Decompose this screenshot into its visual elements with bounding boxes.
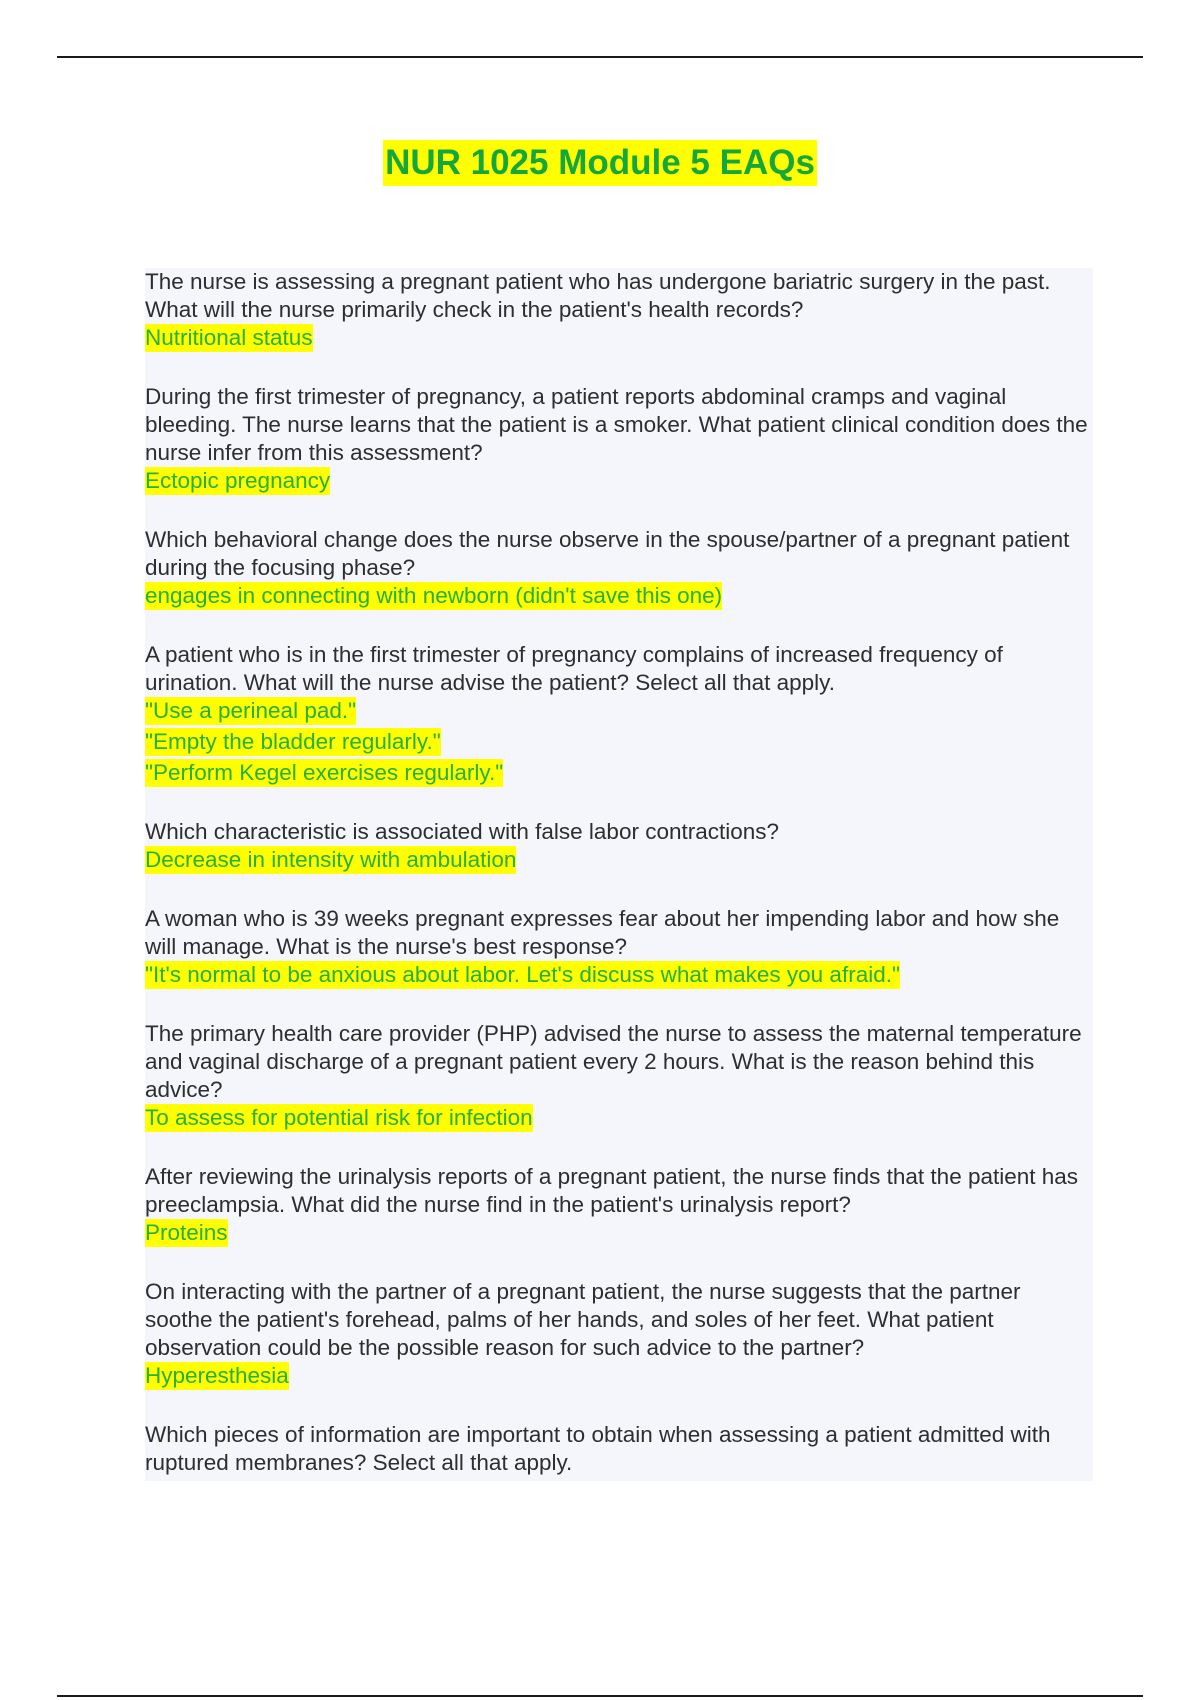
- answer-list: [145, 697, 1093, 790]
- title-container: [0, 140, 1200, 186]
- answer-list: [145, 582, 1093, 613]
- highlighted-answer: Proteins: [145, 1220, 228, 1245]
- answer-line: [145, 1219, 1093, 1250]
- qa-item: [145, 526, 1093, 613]
- highlighted-answer: "Empty the bladder regularly.": [145, 729, 441, 754]
- question-text: Which behavioral change does the nurse observe in the spouse/partner of a pregnant patient during the focusing phase?: [145, 527, 1070, 580]
- answer-line: [145, 467, 1093, 498]
- qa-item: [145, 1163, 1093, 1250]
- answer-list: [145, 467, 1093, 498]
- highlighted-answer: Nutritional status: [145, 325, 313, 350]
- answer-line: [145, 728, 1093, 759]
- highlighted-answer: To assess for potential risk for infection: [145, 1105, 533, 1130]
- highlighted-answer: "Use a perineal pad.": [145, 698, 357, 723]
- qa-item: [145, 905, 1093, 992]
- qa-item: [145, 1020, 1093, 1135]
- answer-list: [145, 1104, 1093, 1135]
- qa-item: [145, 268, 1093, 355]
- answer-line: [145, 1362, 1093, 1393]
- answer-line: [145, 759, 1093, 790]
- highlighted-answer: "It's normal to be anxious about labor. Let's discuss what makes you afraid.": [145, 962, 900, 987]
- highlighted-answer: Ectopic pregnancy: [145, 468, 331, 493]
- highlighted-answer: engages in connecting with newborn (didn't save this one): [145, 583, 723, 608]
- qa-item: [145, 818, 1093, 877]
- qa-item: [145, 1278, 1093, 1393]
- question-text: After reviewing the urinalysis reports of a pregnant patient, the nurse finds that the patient has preeclampsia. What did the nurse find in the patient's urinalysis report?: [145, 1164, 1079, 1217]
- question-text: A patient who is in the first trimester of pregnancy complains of increased frequency of urination. What will the nurse advise the patient? Select all that apply.: [145, 642, 1003, 695]
- question-text: A woman who is 39 weeks pregnant expresses fear about her impending labor and how she will manage. What is the nurse's best response?: [145, 906, 1060, 959]
- question-text: Which characteristic is associated with false labor contractions?: [145, 819, 780, 844]
- bottom-rule: [57, 1695, 1143, 1697]
- highlighted-answer: "Perform Kegel exercises regularly.": [145, 760, 504, 785]
- question-text: On interacting with the partner of a pregnant patient, the nurse suggests that the partner soothe the patient's forehead, palms of her hands, and soles of her feet. What patient observation could be the possible reason for such advice to the partner?: [145, 1279, 1021, 1360]
- qa-item: [145, 383, 1093, 498]
- question-text: The primary health care provider (PHP) advised the nurse to assess the maternal temperature and vaginal discharge of a pregnant patient every 2 hours. What is the reason behind this advice?: [145, 1021, 1082, 1102]
- answer-line: [145, 961, 1093, 992]
- answer-line: [145, 1104, 1093, 1135]
- answer-list: [145, 1219, 1093, 1250]
- answer-line: [145, 324, 1093, 355]
- top-rule: [57, 56, 1143, 58]
- question-text: During the first trimester of pregnancy, a patient reports abdominal cramps and vaginal bleeding. The nurse learns that the patient is a smoker. What patient clinical condition does the nurse infer from this assessment?: [145, 384, 1088, 465]
- qa-list: [145, 268, 1093, 1481]
- answer-list: [145, 846, 1093, 877]
- question-text: Which pieces of information are important to obtain when assessing a patient admitted with ruptured membranes? Select all that apply.: [145, 1422, 1051, 1475]
- answer-line: [145, 582, 1093, 613]
- document-title: NUR 1025 Module 5 EAQs: [383, 140, 817, 186]
- answer-line: [145, 846, 1093, 877]
- highlighted-answer: Hyperesthesia: [145, 1363, 289, 1388]
- qa-item: [145, 641, 1093, 790]
- answer-list: [145, 961, 1093, 992]
- highlighted-answer: Decrease in intensity with ambulation: [145, 847, 517, 872]
- answer-line: [145, 697, 1093, 728]
- qa-item: [145, 1421, 1093, 1477]
- question-text: The nurse is assessing a pregnant patient who has undergone bariatric surgery in the past. What will the nurse primarily check in the patient's health records?: [145, 269, 1051, 322]
- answer-list: [145, 324, 1093, 355]
- answer-list: [145, 1362, 1093, 1393]
